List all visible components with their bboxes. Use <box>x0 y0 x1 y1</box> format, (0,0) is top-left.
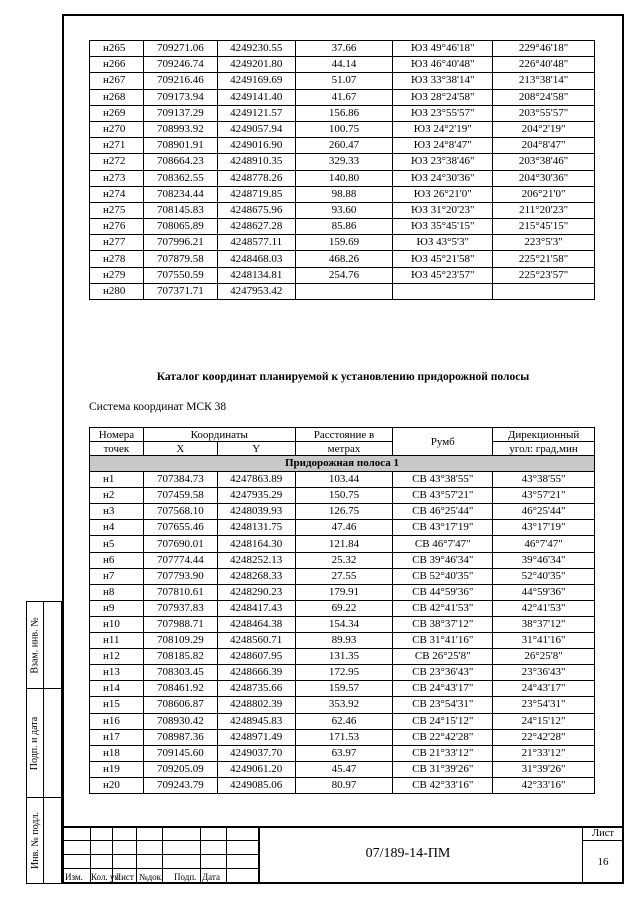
table-cell: СВ 24°43'17" <box>393 681 493 697</box>
table-cell: 4248675.96 <box>217 202 295 218</box>
table-row <box>90 584 595 600</box>
table-cell: 468.26 <box>295 251 393 267</box>
table-cell: 4249061.20 <box>217 761 295 777</box>
table-cell: 4249085.06 <box>217 777 295 793</box>
table-row <box>90 57 595 73</box>
table-cell: ЮЗ 23°38'46" <box>393 154 493 170</box>
table-cell: 708987.36 <box>143 729 217 745</box>
table-cell: 46°7'47" <box>493 536 595 552</box>
table-cell: н15 <box>90 697 144 713</box>
table-cell: 4248134.81 <box>217 267 295 283</box>
table-cell: н275 <box>90 202 144 218</box>
table-cell: н20 <box>90 777 144 793</box>
table-cell: н10 <box>90 616 144 632</box>
table-cell: 98.88 <box>295 186 393 202</box>
table-cell: 171.53 <box>295 729 393 745</box>
table-cell: СВ 31°41'16" <box>393 633 493 649</box>
table-cell: 159.69 <box>295 235 393 251</box>
table-cell: 4249141.40 <box>217 89 295 105</box>
table-cell: СВ 26°25'8" <box>393 649 493 665</box>
table-cell: 179.91 <box>295 584 393 600</box>
sheet-number: 16 <box>597 856 609 868</box>
table-cell: н276 <box>90 219 144 235</box>
table-cell: 4247935.29 <box>217 488 295 504</box>
table-cell: ЮЗ 31°20'23" <box>393 202 493 218</box>
table-cell: 708234.44 <box>143 186 217 202</box>
table-cell: н11 <box>90 633 144 649</box>
table-cell <box>393 283 493 299</box>
table-cell: СВ 31°39'26" <box>393 761 493 777</box>
table-cell: 4249230.55 <box>217 41 295 57</box>
table-cell: 4248164.30 <box>217 536 295 552</box>
table-cell: ЮЗ 35°45'15" <box>393 219 493 235</box>
table-row <box>90 504 595 520</box>
table-cell: 707550.59 <box>143 267 217 283</box>
table-cell: н13 <box>90 665 144 681</box>
table-row <box>90 729 595 745</box>
table-cell: 4248131.75 <box>217 520 295 536</box>
table-cell: 42°33'16" <box>493 777 595 793</box>
table-cell: ЮЗ 23°55'57" <box>393 105 493 121</box>
table-cell: 131.35 <box>295 649 393 665</box>
sheet-label: Лист <box>592 828 614 839</box>
table-cell: н269 <box>90 105 144 121</box>
table-row <box>90 105 595 121</box>
table-cell: 709216.46 <box>143 73 217 89</box>
table-cell: 45.47 <box>295 761 393 777</box>
table-row <box>90 745 595 761</box>
table-cell: 4248971.49 <box>217 729 295 745</box>
table-cell: н280 <box>90 283 144 299</box>
table-cell: 4249169.69 <box>217 73 295 89</box>
table-cell: 4248627.28 <box>217 219 295 235</box>
table-cell: 708145.83 <box>143 202 217 218</box>
table-cell: 89.93 <box>295 633 393 649</box>
table-cell: СВ 24°15'12" <box>393 713 493 729</box>
table-cell: СВ 42°41'53" <box>393 600 493 616</box>
table-cell: 4249057.94 <box>217 121 295 137</box>
table-cell: 140.80 <box>295 170 393 186</box>
table-cell: 27.55 <box>295 568 393 584</box>
table-row <box>90 170 595 186</box>
table-cell: 229°46'18" <box>493 41 595 57</box>
table-cell: н2 <box>90 488 144 504</box>
table-cell: 62.46 <box>295 713 393 729</box>
table-cell: 213°38'14" <box>493 73 595 89</box>
table-cell: 708606.87 <box>143 697 217 713</box>
table-cell: 208°24'58" <box>493 89 595 105</box>
table-cell: 4247863.89 <box>217 472 295 488</box>
table-cell: 4248719.85 <box>217 186 295 202</box>
table-cell: 211°20'23" <box>493 202 595 218</box>
table-cell: СВ 46°7'47" <box>393 536 493 552</box>
table-cell: 23°54'31" <box>493 697 595 713</box>
table-cell: 707996.21 <box>143 235 217 251</box>
table-cell: СВ 21°33'12" <box>393 745 493 761</box>
table-cell: н12 <box>90 649 144 665</box>
table-cell: ЮЗ 46°40'48" <box>393 57 493 73</box>
table-row <box>90 761 595 777</box>
stamp-podp: Подп. <box>174 872 197 882</box>
table-cell: н5 <box>90 536 144 552</box>
table-row <box>90 713 595 729</box>
table-cell: 353.92 <box>295 697 393 713</box>
table-cell: 204°2'19" <box>493 121 595 137</box>
table-row <box>90 251 595 267</box>
header-distance: Расстояние в <box>295 428 393 442</box>
header-rumb: Румб <box>393 428 493 456</box>
table-row <box>90 235 595 251</box>
table-cell: ЮЗ 45°21'58" <box>393 251 493 267</box>
table-cell: 225°23'57" <box>493 267 595 283</box>
table-cell: н278 <box>90 251 144 267</box>
table-cell: 24°15'12" <box>493 713 595 729</box>
table-cell: 709246.74 <box>143 57 217 73</box>
table-cell: 4248268.33 <box>217 568 295 584</box>
table-cell: 225°21'58" <box>493 251 595 267</box>
table-cell: 4248039.93 <box>217 504 295 520</box>
table-cell: 93.60 <box>295 202 393 218</box>
table-cell: 709243.79 <box>143 777 217 793</box>
table-cell: н14 <box>90 681 144 697</box>
sidebar-vzam-label: Взам. инв. № <box>29 616 41 674</box>
table-cell: 100.75 <box>295 121 393 137</box>
table-cell: 159.57 <box>295 681 393 697</box>
table-row <box>90 552 595 568</box>
table-cell: 51.07 <box>295 73 393 89</box>
table-cell: ЮЗ 28°24'58" <box>393 89 493 105</box>
table-cell: 4247953.42 <box>217 283 295 299</box>
table-cell: 4248607.95 <box>217 649 295 665</box>
table-cell: 63.97 <box>295 745 393 761</box>
table-cell: 172.95 <box>295 665 393 681</box>
table-cell: СВ 39°46'34" <box>393 552 493 568</box>
table-cell: 708185.82 <box>143 649 217 665</box>
table-cell: ЮЗ 45°23'57" <box>393 267 493 283</box>
table-cell: ЮЗ 26°21'0" <box>393 186 493 202</box>
table-cell: 4248464.38 <box>217 616 295 632</box>
table-cell: н279 <box>90 267 144 283</box>
table-cell: 708109.29 <box>143 633 217 649</box>
header-coordinates: Координаты <box>143 428 295 442</box>
table-cell: СВ 42°33'16" <box>393 777 493 793</box>
table-cell: 46°25'44" <box>493 504 595 520</box>
table-row <box>90 568 595 584</box>
table-row <box>90 697 595 713</box>
table-cell: 41.67 <box>295 89 393 105</box>
table-cell: 126.75 <box>295 504 393 520</box>
table-cell: 4248666.39 <box>217 665 295 681</box>
table-row <box>90 138 595 154</box>
table-cell: 69.22 <box>295 600 393 616</box>
table-row <box>90 73 595 89</box>
table-cell: 4248417.43 <box>217 600 295 616</box>
table-cell: н6 <box>90 552 144 568</box>
table-cell: н8 <box>90 584 144 600</box>
table-cell: 39°46'34" <box>493 552 595 568</box>
table-cell: СВ 43°17'19" <box>393 520 493 536</box>
table-cell: н16 <box>90 713 144 729</box>
table-cell: 4249201.80 <box>217 57 295 73</box>
table-cell: СВ 43°38'55" <box>393 472 493 488</box>
table-cell: н266 <box>90 57 144 73</box>
table-cell: 707810.61 <box>143 584 217 600</box>
table-cell: 4248910.35 <box>217 154 295 170</box>
table-cell: 223°5'3" <box>493 235 595 251</box>
table-cell: 80.97 <box>295 777 393 793</box>
table-cell: 156.86 <box>295 105 393 121</box>
table-cell: 215°45'15" <box>493 219 595 235</box>
sidebar-inv-label: Инв. № подл. <box>29 812 41 869</box>
table-cell: н274 <box>90 186 144 202</box>
sidebar-podp <box>26 688 62 798</box>
table-cell: 707988.71 <box>143 616 217 632</box>
table-cell: 85.86 <box>295 219 393 235</box>
table-cell: ЮЗ 24°2'19" <box>393 121 493 137</box>
table-cell: 708065.89 <box>143 219 217 235</box>
table-cell: 31°39'26" <box>493 761 595 777</box>
table-cell: н17 <box>90 729 144 745</box>
table-cell: н267 <box>90 73 144 89</box>
table-cell: н18 <box>90 745 144 761</box>
table-cell: 709173.94 <box>143 89 217 105</box>
table-row <box>90 267 595 283</box>
table-cell: н7 <box>90 568 144 584</box>
header-points-2: точек <box>90 442 144 456</box>
table-cell: 707568.10 <box>143 504 217 520</box>
table-cell: 707937.83 <box>143 600 217 616</box>
table-row <box>90 202 595 218</box>
table-cell: 709137.29 <box>143 105 217 121</box>
table-cell: 37.66 <box>295 41 393 57</box>
table-cell: 708664.23 <box>143 154 217 170</box>
table-cell: 44°59'36" <box>493 584 595 600</box>
table-cell: 4248577.11 <box>217 235 295 251</box>
table-row <box>90 616 595 632</box>
table-cell: 4248802.39 <box>217 697 295 713</box>
table-row <box>90 600 595 616</box>
table-row <box>90 488 595 504</box>
header-x: X <box>143 442 217 456</box>
stamp-ndok: №док. <box>139 872 164 882</box>
table-row <box>90 665 595 681</box>
table-cell: СВ 52°40'35" <box>393 568 493 584</box>
table-cell: 43°57'21" <box>493 488 595 504</box>
table-cell: 203°38'46" <box>493 154 595 170</box>
coordinate-system-label: Система координат МСК 38 <box>89 401 227 413</box>
table-row <box>90 186 595 202</box>
table-cell: 254.76 <box>295 267 393 283</box>
table-row <box>90 154 595 170</box>
table-cell: 4249037.70 <box>217 745 295 761</box>
coordinates-table-continued <box>89 40 595 300</box>
table-cell: 204°8'47" <box>493 138 595 154</box>
stamp-list: Лист <box>115 872 134 882</box>
table-cell: н272 <box>90 154 144 170</box>
header-direction: Дирекционный <box>493 428 595 442</box>
section-header: Придорожная полоса 1 <box>90 456 595 472</box>
table-cell: 260.47 <box>295 138 393 154</box>
table-cell: 121.84 <box>295 536 393 552</box>
table-cell: 4248468.03 <box>217 251 295 267</box>
table-cell: 25.32 <box>295 552 393 568</box>
table-row <box>90 472 595 488</box>
table-cell: 4249016.90 <box>217 138 295 154</box>
table-cell: 43°17'19" <box>493 520 595 536</box>
table-cell: 4248290.23 <box>217 584 295 600</box>
table-cell: н277 <box>90 235 144 251</box>
table-cell: 708930.42 <box>143 713 217 729</box>
table-row <box>90 536 595 552</box>
table-cell: н1 <box>90 472 144 488</box>
table-cell: 4248778.26 <box>217 170 295 186</box>
table-cell: 42°41'53" <box>493 600 595 616</box>
stamp-kol: Кол. уч <box>91 872 119 882</box>
table-cell: СВ 46°25'44" <box>393 504 493 520</box>
table-cell: ЮЗ 24°30'36" <box>393 170 493 186</box>
table-cell: н9 <box>90 600 144 616</box>
table-cell: ЮЗ 43°5'3" <box>393 235 493 251</box>
table-cell: н273 <box>90 170 144 186</box>
roadside-strip-coordinates-table <box>89 427 595 794</box>
header-direction-2: угол: град,мин <box>493 442 595 456</box>
table-row <box>90 520 595 536</box>
table-cell: 707384.73 <box>143 472 217 488</box>
table-cell: 707879.58 <box>143 251 217 267</box>
table-cell: 26°25'8" <box>493 649 595 665</box>
table-row <box>90 283 595 299</box>
table-cell: н271 <box>90 138 144 154</box>
table-cell <box>493 283 595 299</box>
table-row <box>90 41 595 57</box>
table-row <box>90 777 595 793</box>
table-row <box>90 219 595 235</box>
table-cell: 204°30'36" <box>493 170 595 186</box>
table-row <box>90 121 595 137</box>
table-cell: 150.75 <box>295 488 393 504</box>
catalog-title: Каталог координат планируемой к установлению придорожной полосы <box>156 371 530 383</box>
table-cell: 709205.09 <box>143 761 217 777</box>
table-cell: СВ 22°42'28" <box>393 729 493 745</box>
sidebar-vzam <box>26 601 62 689</box>
table-cell: 707690.01 <box>143 536 217 552</box>
table-cell: н265 <box>90 41 144 57</box>
table-cell: ЮЗ 24°8'47" <box>393 138 493 154</box>
table-cell: 47.46 <box>295 520 393 536</box>
table-cell: СВ 43°57'21" <box>393 488 493 504</box>
table-cell: 707459.58 <box>143 488 217 504</box>
table-cell: 4249121.57 <box>217 105 295 121</box>
table-cell: 707371.71 <box>143 283 217 299</box>
table-cell: 103.44 <box>295 472 393 488</box>
table-cell: 4248735.66 <box>217 681 295 697</box>
table-cell: 52°40'35" <box>493 568 595 584</box>
table-cell: 24°43'17" <box>493 681 595 697</box>
table-cell: 21°33'12" <box>493 745 595 761</box>
sidebar-podp-label: Подп. и дата <box>29 716 41 770</box>
table-cell: 38°37'12" <box>493 616 595 632</box>
table-cell: 43°38'55" <box>493 472 595 488</box>
table-cell: 226°40'48" <box>493 57 595 73</box>
header-points: Номера <box>90 428 144 442</box>
table-cell: 154.34 <box>295 616 393 632</box>
table-cell: н270 <box>90 121 144 137</box>
table-cell: 4248560.71 <box>217 633 295 649</box>
table-cell: СВ 23°54'31" <box>393 697 493 713</box>
document-code: 07/189-14-ПМ <box>365 846 451 861</box>
table-cell: 707655.46 <box>143 520 217 536</box>
title-block <box>62 826 624 884</box>
table-cell: ЮЗ 49°46'18" <box>393 41 493 57</box>
table-cell: н19 <box>90 761 144 777</box>
table-row <box>90 89 595 105</box>
table-cell: 4248252.13 <box>217 552 295 568</box>
table-cell: 708993.92 <box>143 121 217 137</box>
table-cell: СВ 23°36'43" <box>393 665 493 681</box>
table-cell: СВ 38°37'12" <box>393 616 493 632</box>
table-cell: СВ 44°59'36" <box>393 584 493 600</box>
table-cell: н3 <box>90 504 144 520</box>
table-cell: н4 <box>90 520 144 536</box>
table-cell: 707774.44 <box>143 552 217 568</box>
table-cell <box>295 283 393 299</box>
table-cell: 22°42'28" <box>493 729 595 745</box>
table-row <box>90 681 595 697</box>
sidebar-inv <box>26 797 62 884</box>
table-cell: ЮЗ 33°38'14" <box>393 73 493 89</box>
table-cell: 23°36'43" <box>493 665 595 681</box>
table-cell: 709271.06 <box>143 41 217 57</box>
table-cell: 4248945.83 <box>217 713 295 729</box>
table-cell: н268 <box>90 89 144 105</box>
table-cell: 708901.91 <box>143 138 217 154</box>
table-cell: 203°55'57" <box>493 105 595 121</box>
table-cell: 31°41'16" <box>493 633 595 649</box>
table-cell: 708461.92 <box>143 681 217 697</box>
table-cell: 708362.55 <box>143 170 217 186</box>
stamp-izm: Изм. <box>65 872 83 882</box>
table-row <box>90 633 595 649</box>
header-y: Y <box>217 442 295 456</box>
table-cell: 206°21'0" <box>493 186 595 202</box>
header-distance-2: метрах <box>295 442 393 456</box>
stamp-data: Дата <box>202 872 220 882</box>
table-row <box>90 649 595 665</box>
table-cell: 707793.90 <box>143 568 217 584</box>
table-cell: 44.14 <box>295 57 393 73</box>
table-cell: 708303.45 <box>143 665 217 681</box>
table-cell: 329.33 <box>295 154 393 170</box>
table-cell: 709145.60 <box>143 745 217 761</box>
